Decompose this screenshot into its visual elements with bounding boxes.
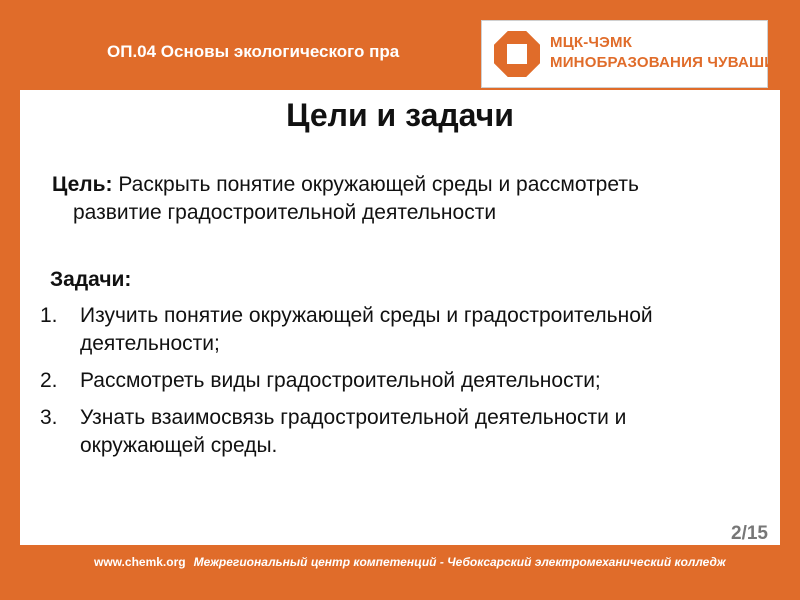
task-text: Изучить понятие окружающей среды и градостроительной деятельности; (80, 304, 653, 355)
task-number: 3. (40, 406, 58, 429)
logo-line-2: МИНОБРАЗОВАНИЯ ЧУВАШИИ (550, 54, 787, 71)
slide-content (20, 90, 780, 545)
course-title: ОП.04 Основы экологического пра (107, 42, 400, 61)
tasks-list (40, 302, 740, 469)
goal-label: Цель: (52, 173, 113, 196)
footer-text: Межрегиональный центр компетенций - Чебоксарский электромеханический колледж (193, 555, 726, 569)
goal-paragraph (52, 171, 713, 227)
footer (94, 555, 726, 569)
task-text: Рассмотреть виды градостроительной деятельности; (80, 369, 601, 392)
page-number: 2/15 (731, 523, 768, 544)
tasks-label: Задачи: (50, 268, 132, 291)
goal-text: Раскрыть понятие окружающей среды и рассмотреть развитие градостроительной деятельности (73, 173, 639, 224)
slide-title: Цели и задачи (286, 97, 514, 133)
task-item (40, 302, 740, 358)
logo-line-1: МЦК-ЧЭМК (550, 34, 633, 51)
task-number: 1. (40, 304, 58, 327)
task-number: 2. (40, 369, 58, 392)
task-item (40, 367, 740, 395)
task-text: Узнать взаимосвязь градостроительной деятельности и окружающей среды. (80, 406, 627, 457)
footer-url-link[interactable]: www.chemk.org (94, 555, 186, 569)
task-item (40, 404, 740, 460)
logo-emblem-icon (494, 31, 540, 77)
college-logo (481, 20, 787, 88)
